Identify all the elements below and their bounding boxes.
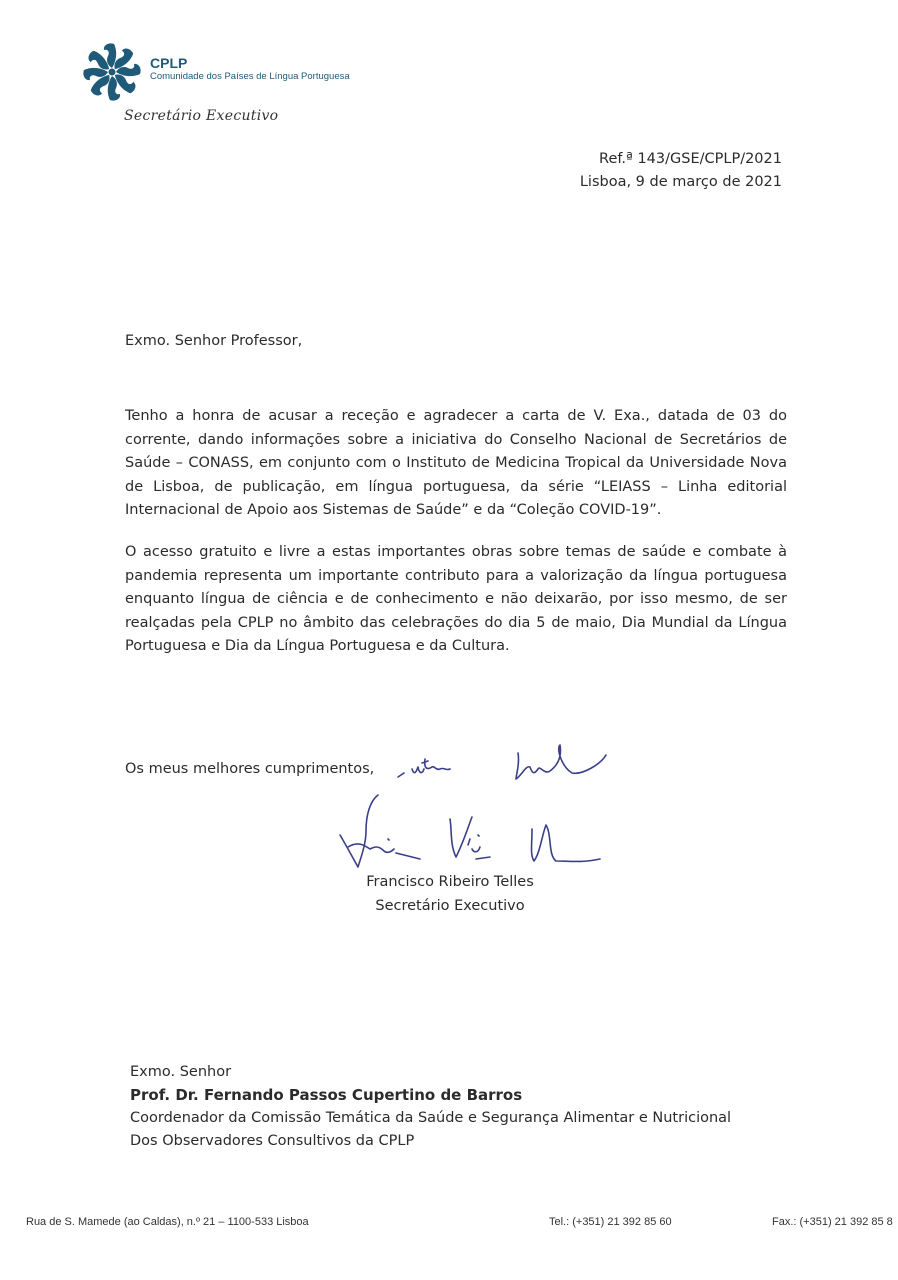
body-paragraph: Tenho a honra de acusar a receção e agradecer a carta de V. Exa., datada de 03 do corrente, dando informações sobre a iniciativa do Conselho Nacional de Secretários de Saúde – CONASS, em conjunto com o Instituto de Medicina Tropical da Universidade Nova de Lisboa, de publicação, em língua portuguesa, da série “LEIASS – Linha editorial Internacional de Apoio aos Sistemas de Saúde” e da “Coleção COVID-19”. xyxy=(125,408,787,518)
recipient-org: Dos Observadores Consultivos da CPLP xyxy=(130,1133,415,1149)
recipient-name: Prof. Dr. Fernando Passos Cupertino de Barros xyxy=(130,1086,523,1104)
signer-block xyxy=(330,870,570,918)
signer-title: Secretário Executivo xyxy=(375,898,525,914)
reference-number: Ref.ª 143/GSE/CPLP/2021 xyxy=(599,151,782,167)
recipient-block xyxy=(130,1061,731,1153)
recipient-greeting: Exmo. Senhor xyxy=(130,1064,232,1080)
brand-title: CPLP xyxy=(150,55,188,71)
recipient-role: Coordenador da Comissão Temática da Saúde e Segurança Alimentar e Nutricional xyxy=(130,1110,732,1126)
brand-block xyxy=(150,56,350,83)
handwritten-signature xyxy=(300,735,630,885)
footer-fax: Fax.: (+351) 21 392 85 8 xyxy=(772,1216,893,1228)
brand-subtitle: Comunidade dos Países de Língua Portuguesa xyxy=(150,71,350,82)
footer-address: Rua de S. Mamede (ao Caldas), n.º 21 – 1100-533 Lisboa xyxy=(26,1216,309,1228)
closing-line: Os meus melhores cumprimentos, xyxy=(125,761,375,777)
signer-name: Francisco Ribeiro Telles xyxy=(366,874,534,890)
letter-date: Lisboa, 9 de março de 2021 xyxy=(579,174,782,190)
pinwheel-logo-icon xyxy=(78,40,146,104)
footer-telephone: Tel.: (+351) 21 392 85 60 xyxy=(549,1216,672,1228)
body-paragraph: O acesso gratuito e livre a estas importantes obras sobre temas de saúde e combate à pandemia representa um importante contributo para a valorização da língua portuguesa enquanto língua de ciência e de conhecimento e não deixarão, por isso mesmo, de ser realçadas pela CPLP no âmbito das celebrações do dia 5 de maio, Dia Mundial da Língua Portuguesa e Dia da Língua Portuguesa e da Cultura. xyxy=(125,544,787,654)
salutation: Exmo. Senhor Professor, xyxy=(125,333,303,349)
department-label: Secretário Executivo xyxy=(124,108,279,124)
reference-block xyxy=(580,148,782,194)
